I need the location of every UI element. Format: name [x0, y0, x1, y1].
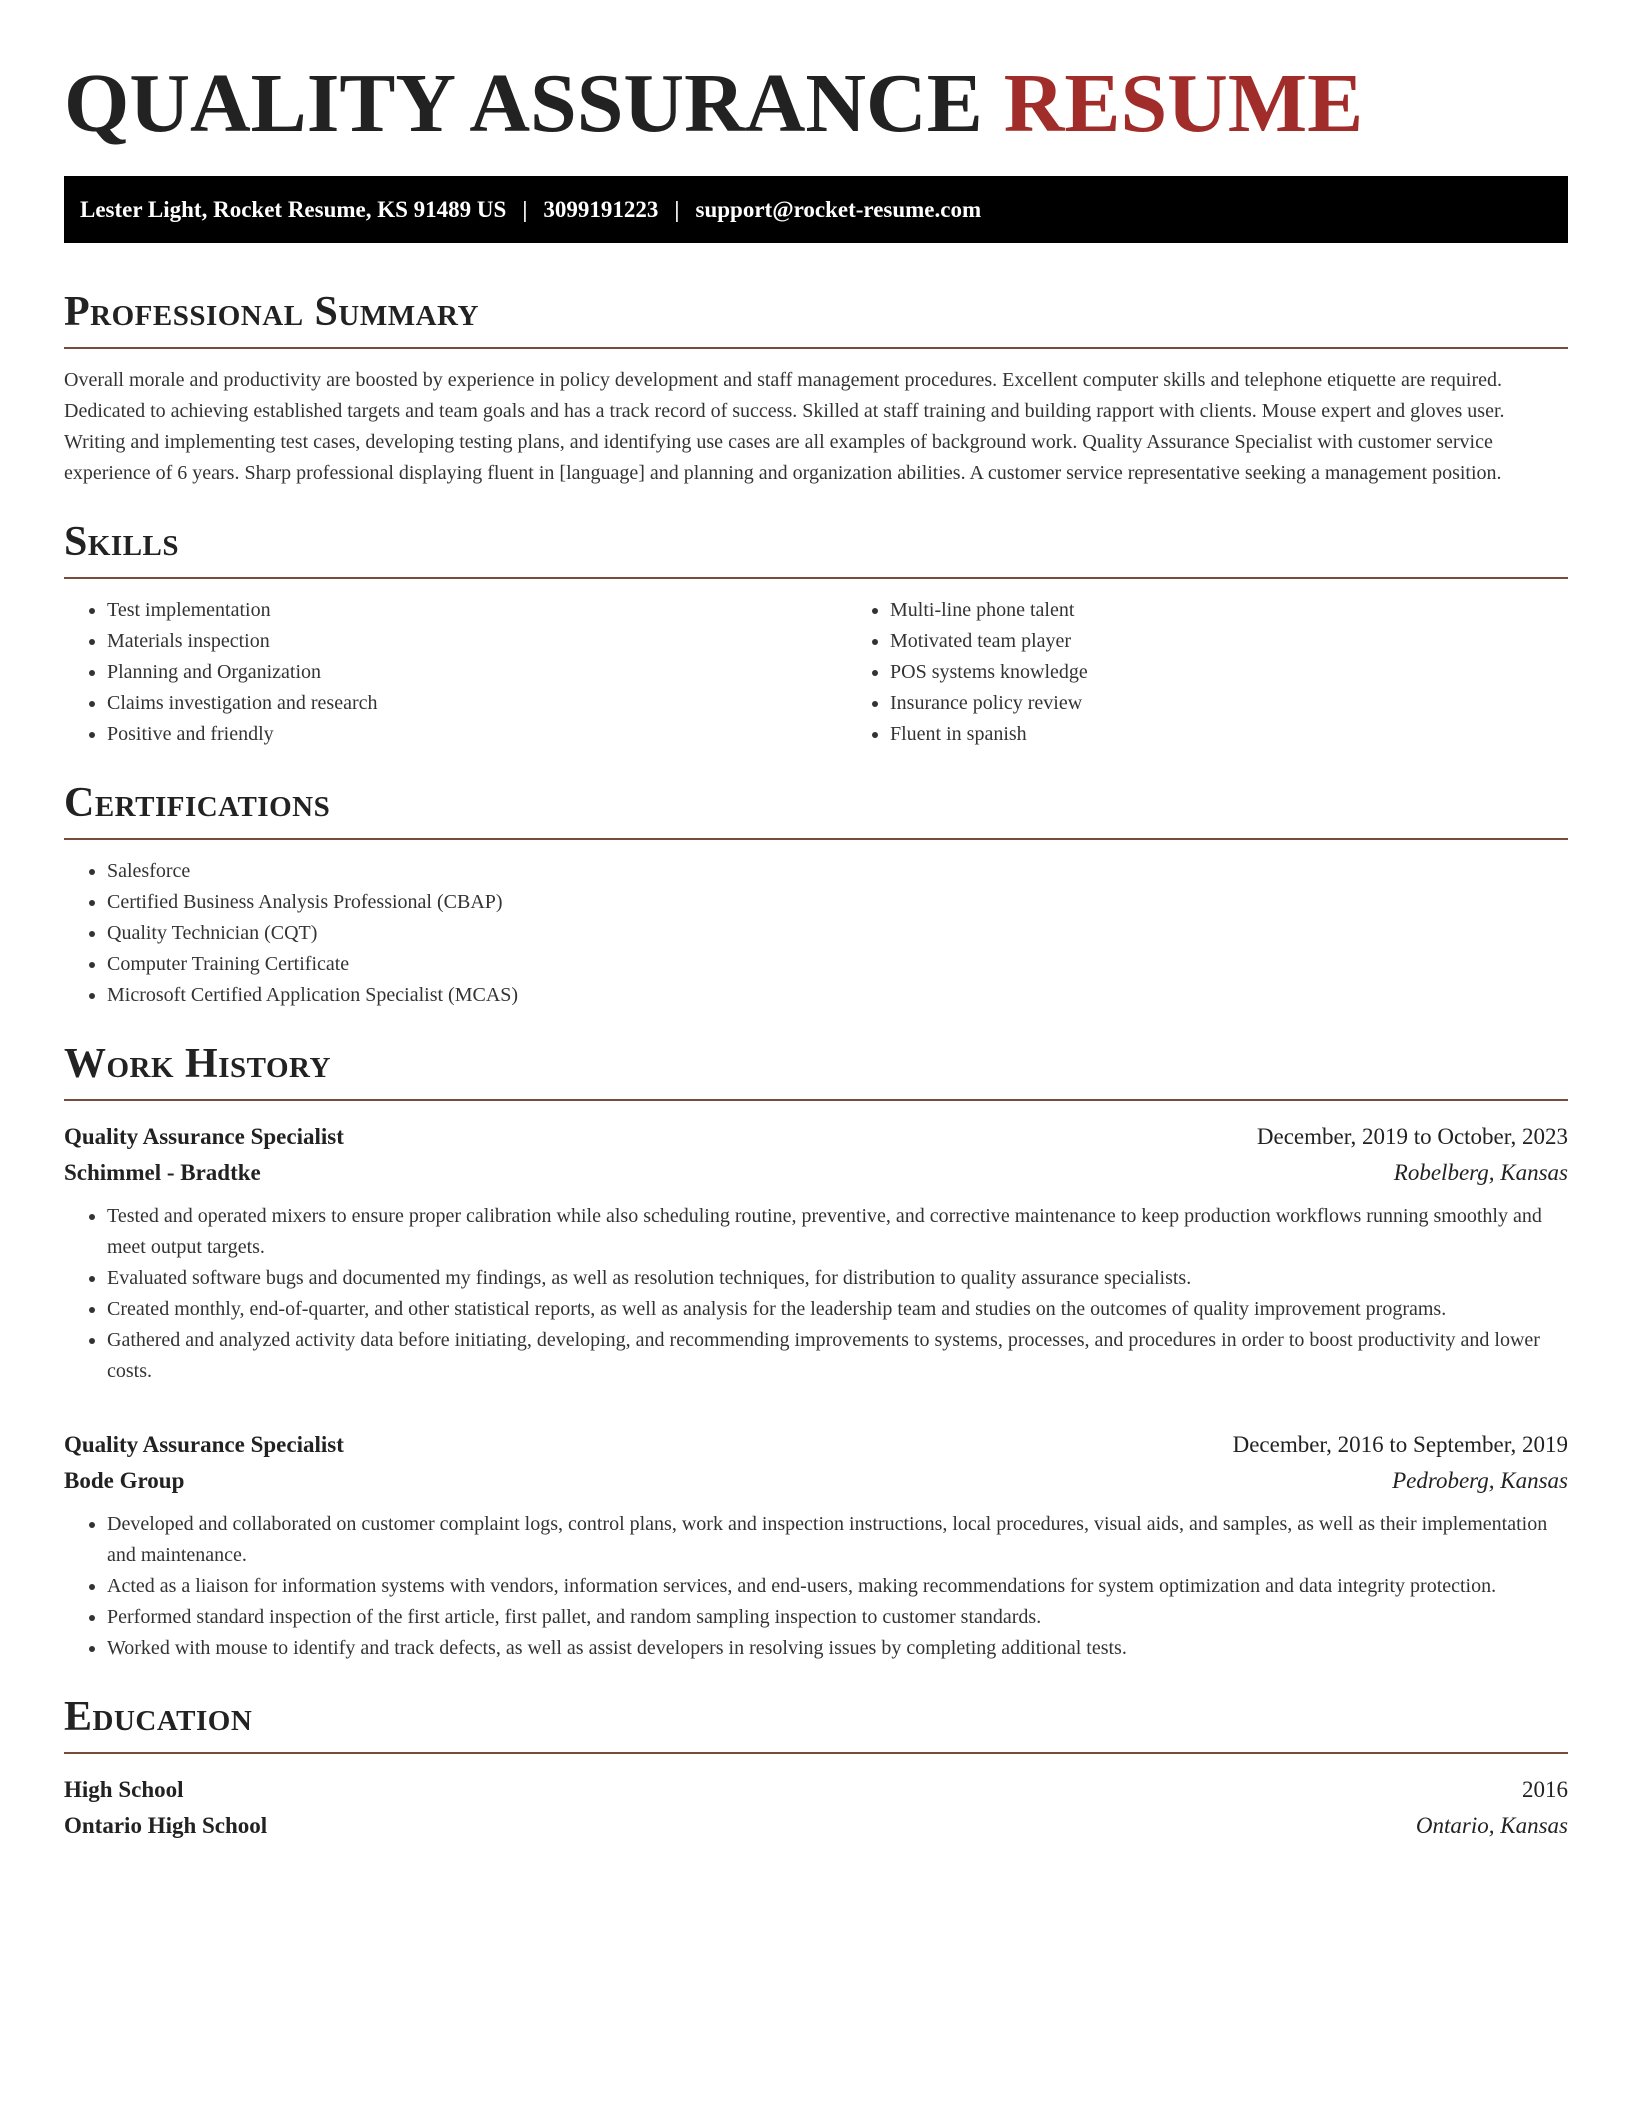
job-title: Quality Assurance Specialist [64, 1124, 344, 1149]
education-degree: High School [64, 1777, 184, 1802]
skill-item: • Motivated team player [890, 626, 1630, 657]
job-bullets [64, 1201, 1568, 1387]
skill-item: • Planning and Organization [107, 657, 847, 688]
job-entry [64, 1119, 1568, 1387]
job-location: Robelberg, Kansas [1393, 1160, 1568, 1185]
section-divider [64, 347, 1568, 349]
title-main: QUALITY ASSURANCE [64, 57, 983, 150]
job-bullet: • Performed standard inspection of the first article, first pallet, and random sampling inspection to customer standards. [107, 1602, 1568, 1633]
job-bullet: • Developed and collaborated on customer complaint logs, control plans, work and inspection instructions, local procedures, visual aids, and samples, as well as their implementation and maintenance. [107, 1509, 1568, 1571]
job-header-row [64, 1427, 1568, 1463]
education-degree-row [64, 1772, 1568, 1808]
job-company: Bode Group [64, 1468, 185, 1493]
contact-phone: 3099191223 [543, 196, 659, 222]
job-dates: December, 2019 to October, 2023 [1256, 1124, 1568, 1149]
certification-item: • Quality Technician (CQT) [107, 918, 1568, 949]
resume-title [64, 56, 1568, 152]
skill-item: • POS systems knowledge [890, 657, 1630, 688]
job-location: Pedroberg, Kansas [1392, 1468, 1568, 1493]
certifications-list [64, 856, 1568, 1011]
skill-item: • Test implementation [107, 595, 847, 626]
certification-item: • Microsoft Certified Application Specialist (MCAS) [107, 980, 1568, 1011]
job-company-row [64, 1463, 1568, 1499]
job-title: Quality Assurance Specialist [64, 1432, 344, 1457]
education-heading: Education [64, 1694, 253, 1740]
skill-item: • Materials inspection [107, 626, 847, 657]
skill-item: • Fluent in spanish [890, 719, 1630, 750]
section-divider [64, 1752, 1568, 1754]
job-bullet: • Tested and operated mixers to ensure proper calibration while also scheduling routine, preventive, and corrective maintenance to keep production workflows running smoothly and meet output targets. [107, 1201, 1568, 1263]
education-year: 2016 [1522, 1777, 1568, 1802]
work-history-heading: Work History [64, 1041, 331, 1087]
work-history-section [64, 1041, 1568, 1664]
section-divider [64, 838, 1568, 840]
summary-heading: Professional Summary [64, 289, 479, 335]
skill-item: • Claims investigation and research [107, 688, 847, 719]
section-divider [64, 1099, 1568, 1101]
job-entry [64, 1427, 1568, 1664]
summary-section [64, 289, 1568, 489]
skills-list-right [847, 595, 1630, 750]
skills-columns [64, 579, 1568, 750]
summary-text: Overall morale and productivity are boosted by experience in policy development and staff management procedures. Excellent computer skills and telephone etiquette are required. Dedicated to achieving established targets and team goals and has a track record of success. Skilled at staff training and building rapport with clients. Mouse expert and gloves user. Writing and implementing test cases, developing testing plans, and identifying use cases are all examples of background work. Quality Assurance Specialist with customer service experience of 6 years. Sharp professional displaying fluent in [language] and planning and organization abilities. A customer service representative seeking a management position. [64, 369, 1505, 484]
skill-item: • Positive and friendly [107, 719, 847, 750]
title-accent: RESUME [1003, 57, 1364, 150]
skill-item: • Multi-line phone talent [890, 595, 1630, 626]
skills-section [64, 519, 1568, 750]
skill-item: • Insurance policy review [890, 688, 1630, 719]
job-bullet: • Evaluated software bugs and documented my findings, as well as resolution techniques, for distribution to quality assurance specialists. [107, 1263, 1568, 1294]
job-bullet: • Acted as a liaison for information systems with vendors, information services, and end-users, making recommendations for system optimization and data integrity protection. [107, 1571, 1568, 1602]
education-location: Ontario, Kansas [1415, 1813, 1568, 1838]
certifications-section [64, 780, 1568, 1011]
education-school-row [64, 1808, 1568, 1844]
contact-bar [64, 176, 1568, 243]
job-dates: December, 2016 to September, 2019 [1232, 1432, 1568, 1457]
job-bullet: • Gathered and analyzed activity data before initiating, developing, and recommending improvements to systems, processes, and procedures in order to boost productivity and lower costs. [107, 1325, 1568, 1387]
certification-item: • Computer Training Certificate [107, 949, 1568, 980]
contact-separator: | [522, 196, 528, 222]
contact-separator: | [674, 196, 680, 222]
certification-item: • Certified Business Analysis Professional (CBAP) [107, 887, 1568, 918]
job-bullet: • Worked with mouse to identify and track defects, as well as assist developers in resolving issues by completing additional tests. [107, 1633, 1568, 1664]
education-section [64, 1694, 1568, 1844]
education-school: Ontario High School [64, 1813, 268, 1838]
contact-address: Lester Light, Rocket Resume, KS 91489 US [80, 196, 507, 222]
certifications-heading: Certifications [64, 780, 331, 826]
job-company-row [64, 1155, 1568, 1191]
job-company: Schimmel - Bradtke [64, 1160, 261, 1185]
education-entry [64, 1772, 1568, 1844]
contact-email: support@rocket-resume.com [695, 196, 982, 222]
job-bullet: • Created monthly, end-of-quarter, and other statistical reports, as well as analysis for the leadership team and studies on the outcomes of quality improvement programs. [107, 1294, 1568, 1325]
job-bullets [64, 1509, 1568, 1664]
skills-list-left [64, 595, 847, 750]
job-header-row [64, 1119, 1568, 1155]
skills-heading: Skills [64, 519, 180, 565]
certification-item: • Salesforce [107, 856, 1568, 887]
